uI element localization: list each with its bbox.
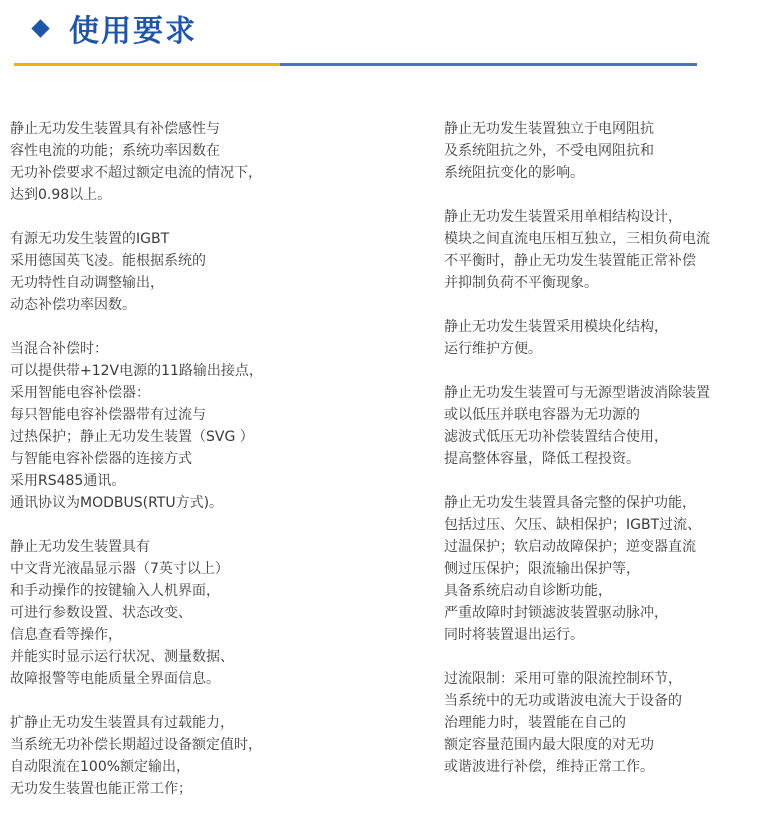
left-column (10, 118, 340, 822)
paragraph-line: 采用RS485通讯。 (10, 473, 126, 489)
requirement-paragraph (10, 536, 340, 690)
paragraph-line: 治理能力时，装置能在自己的 (444, 715, 626, 731)
requirement-paragraph (444, 492, 769, 646)
paragraph-line: 有源无功发生装置的IGBT (10, 231, 170, 247)
paragraph-line: 过流限制：采用可靠的限流控制环节， (444, 671, 682, 687)
paragraph-line: 动态补偿功率因数。 (10, 297, 136, 313)
paragraph-line: 可进行参数设置、状态改变、 (10, 605, 192, 621)
paragraph-line: 当系统无功补偿长期超过设备额定值时， (10, 737, 262, 753)
paragraph-line: 和手动操作的按键输入人机界面， (10, 583, 220, 599)
requirement-paragraph (444, 668, 769, 778)
paragraph-line: 侧过压保护；限流输出保护等， (444, 561, 640, 577)
divider-yellow-segment (14, 63, 280, 66)
paragraph-line: 具备系统启动自诊断功能， (444, 583, 612, 599)
right-column (444, 118, 769, 800)
paragraph-line: 或以低压并联电容器为无功源的 (444, 407, 640, 423)
paragraph-line: 扩静止无功发生装置具有过载能力， (10, 715, 234, 731)
paragraph-line: 无功补偿要求不超过额定电流的情况下， (10, 165, 262, 181)
paragraph-line: 可以提供带+12V电源的11路输出接点， (10, 363, 263, 379)
paragraph-line: 系统阻抗变化的影响。 (444, 165, 584, 181)
paragraph-line: 提高整体容量，降低工程投资。 (444, 451, 640, 467)
requirement-paragraph (10, 338, 340, 514)
paragraph-line: 中文背光液晶显示器（7英寸以上） (10, 561, 229, 577)
paragraph-line: 容性电流的功能；系统功率因数在 (10, 143, 220, 159)
paragraph-line: 严重故障时封锁滤波装置驱动脉冲， (444, 605, 668, 621)
paragraph-line: 自动限流在100%额定输出， (10, 759, 191, 775)
paragraph-line: 或谐波进行补偿，维持正常工作。 (444, 759, 654, 775)
paragraph-line: 无功发生装置也能正常工作； (10, 781, 192, 797)
paragraph-line: 与智能电容补偿器的连接方式 (10, 451, 192, 467)
paragraph-line: 静止无功发生装置具有补偿感性与 (10, 121, 220, 137)
paragraph-line: 采用德国英飞凌。能根据系统的 (10, 253, 206, 269)
paragraph-line: 不平衡时，静止无功发生装置能正常补偿 (444, 253, 696, 269)
paragraph-line: 每只智能电容补偿器带有过流与 (10, 407, 206, 423)
requirement-paragraph (10, 712, 340, 800)
divider-blue-segment (280, 63, 697, 66)
paragraph-line: 静止无功发生装置可与无源型谐波消除装置 (444, 385, 710, 401)
paragraph-line: 信息查看等操作， (10, 627, 122, 643)
paragraph-line: 静止无功发生装置独立于电网阻抗 (444, 121, 654, 137)
header-divider (14, 63, 697, 66)
paragraph-line: 及系统阻抗之外，不受电网阻抗和 (444, 143, 654, 159)
paragraph-line: 过热保护；静止无功发生装置（SVG ） (10, 429, 254, 445)
paragraph-line: 静止无功发生装置采用单相结构设计， (444, 209, 682, 225)
paragraph-line: 滤波式低压无功补偿装置结合使用， (444, 429, 668, 445)
paragraph-line: 达到0.98以上。 (10, 187, 112, 203)
paragraph-line: 无功特性自动调整输出， (10, 275, 164, 291)
paragraph-line: 运行维护方便。 (444, 341, 542, 357)
requirement-paragraph (10, 228, 340, 316)
paragraph-line: 故障报警等电能质量全界面信息。 (10, 671, 220, 687)
paragraph-line: 静止无功发生装置采用模块化结构， (444, 319, 668, 335)
paragraph-line: 模块之间直流电压相互独立，三相负荷电流 (444, 231, 710, 247)
requirement-paragraph (444, 118, 769, 184)
requirement-paragraph (10, 118, 340, 206)
paragraph-line: 当混合补偿时： (10, 341, 108, 357)
requirement-paragraph (444, 316, 769, 360)
paragraph-line: 静止无功发生装置具有 (10, 539, 150, 555)
diamond-bullet-icon (31, 19, 49, 37)
paragraph-line: 额定容量范围内最大限度的对无功 (444, 737, 654, 753)
paragraph-line: 同时将装置退出运行。 (444, 627, 584, 643)
paragraph-line: 当系统中的无功或谐波电流大于设备的 (444, 693, 682, 709)
paragraph-line: 并抑制负荷不平衡现象。 (444, 275, 598, 291)
paragraph-line: 过温保护；软启动故障保护；逆变器直流 (444, 539, 696, 555)
paragraph-line: 并能实时显示运行状况、测量数据、 (10, 649, 234, 665)
page-title: 使用要求 (69, 14, 197, 49)
paragraph-line: 采用智能电容补偿器： (10, 385, 150, 401)
requirement-paragraph (444, 382, 769, 470)
paragraph-line: 静止无功发生装置具备完整的保护功能， (444, 495, 696, 511)
paragraph-line: 包括过压、欠压、缺相保护；IGBT过流、 (444, 517, 702, 533)
paragraph-line: 通讯协议为MODBUS(RTU方式)。 (10, 495, 224, 511)
requirement-paragraph (444, 206, 769, 294)
section-header (20, 4, 197, 52)
